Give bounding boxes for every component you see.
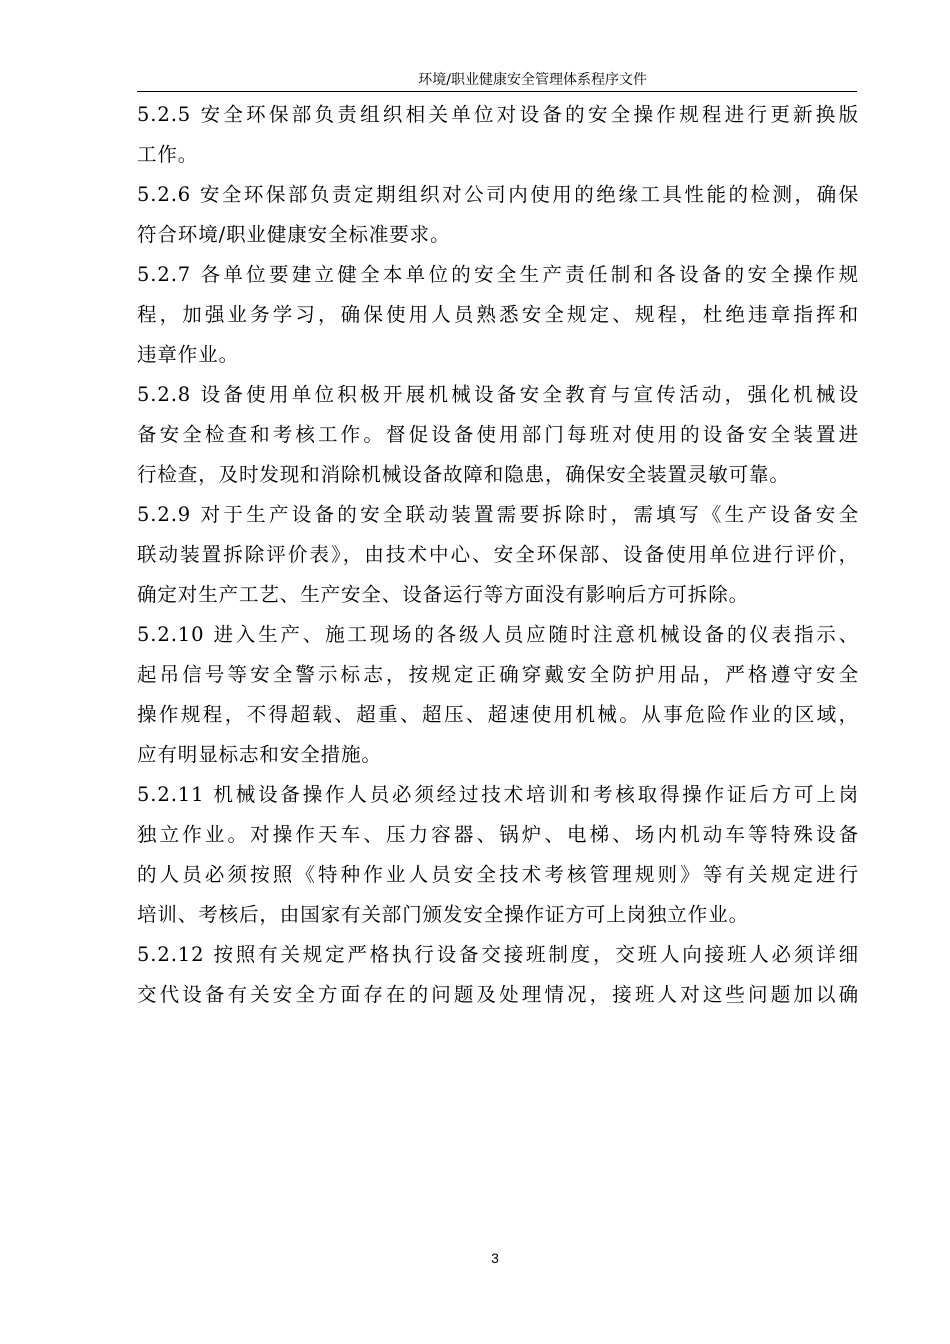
document-body xyxy=(137,95,859,1015)
text-line: 5.2.6 安全环保部负责定期组织对公司内使用的绝缘工具性能的检测，确保 xyxy=(137,183,859,206)
text-line: 5.2.7 各单位要建立健全本单位的安全生产责任制和各设备的安全操作规 xyxy=(137,263,859,286)
text-line: 符合环境/职业健康安全标准要求。 xyxy=(137,223,451,246)
text-line: 联动装置拆除评价表》，由技术中心、安全环保部、设备使用单位进行评价， xyxy=(137,543,859,566)
text-line: 交代设备有关安全方面存在的问题及处理情况，接班人对这些问题加以确 xyxy=(137,983,859,1006)
text-line: 培训、考核后，由国家有关部门颁发安全操作证方可上岗独立作业。 xyxy=(137,903,750,926)
text-line: 5.2.9 对于生产设备的安全联动装置需要拆除时，需填写《生产设备安全 xyxy=(137,503,859,526)
text-line: 5.2.12 按照有关规定严格执行设备交接班制度，交班人向接班人必须详细 xyxy=(137,943,859,966)
text-line: 起吊信号等安全警示标志，按规定正确穿戴安全防护用品，严格遵守安全 xyxy=(137,663,859,686)
text-line: 5.2.5 安全环保部负责组织相关单位对设备的安全操作规程进行更新换版 xyxy=(137,103,859,126)
section-5-2-8 xyxy=(137,375,859,495)
text-line: 违章作业。 xyxy=(137,343,240,366)
text-line: 确定对生产工艺、生产安全、设备运行等方面没有影响后方可拆除。 xyxy=(137,583,750,606)
section-5-2-6 xyxy=(137,175,859,255)
header-title: 环境/职业健康安全管理体系程序文件 xyxy=(418,72,647,88)
section-5-2-12 xyxy=(137,935,859,1015)
page-header xyxy=(137,71,857,92)
text-line: 程，加强业务学习，确保使用人员熟悉安全规定、规程，杜绝违章指挥和 xyxy=(137,303,859,326)
section-5-2-5 xyxy=(137,95,859,175)
text-line: 备安全检查和考核工作。督促设备使用部门每班对使用的设备安全装置进 xyxy=(137,423,859,446)
text-line: 操作规程，不得超载、超重、超压、超速使用机械。从事危险作业的区域， xyxy=(137,703,859,726)
text-line: 的人员必须按照《特种作业人员安全技术考核管理规则》等有关规定进行 xyxy=(137,863,859,886)
section-5-2-10 xyxy=(137,615,859,775)
section-5-2-11 xyxy=(137,775,859,935)
text-line: 工作。 xyxy=(137,143,199,166)
section-5-2-9 xyxy=(137,495,859,615)
text-line: 5.2.11 机械设备操作人员必须经过技术培训和考核取得操作证后方可上岗 xyxy=(137,783,859,806)
page-number: 3 xyxy=(491,1250,499,1266)
section-5-2-7 xyxy=(137,255,859,375)
text-line: 5.2.10 进入生产、施工现场的各级人员应随时注意机械设备的仪表指示、 xyxy=(137,623,859,646)
text-line: 5.2.8 设备使用单位积极开展机械设备安全教育与宣传活动，强化机械设 xyxy=(137,383,859,406)
text-line: 应有明显标志和安全措施。 xyxy=(137,743,382,766)
text-line: 独立作业。对操作天车、压力容器、锅炉、电梯、场内机动车等特殊设备 xyxy=(137,823,859,846)
text-line: 行检查，及时发现和消除机械设备故障和隐患，确保安全装置灵敏可靠。 xyxy=(137,463,790,486)
